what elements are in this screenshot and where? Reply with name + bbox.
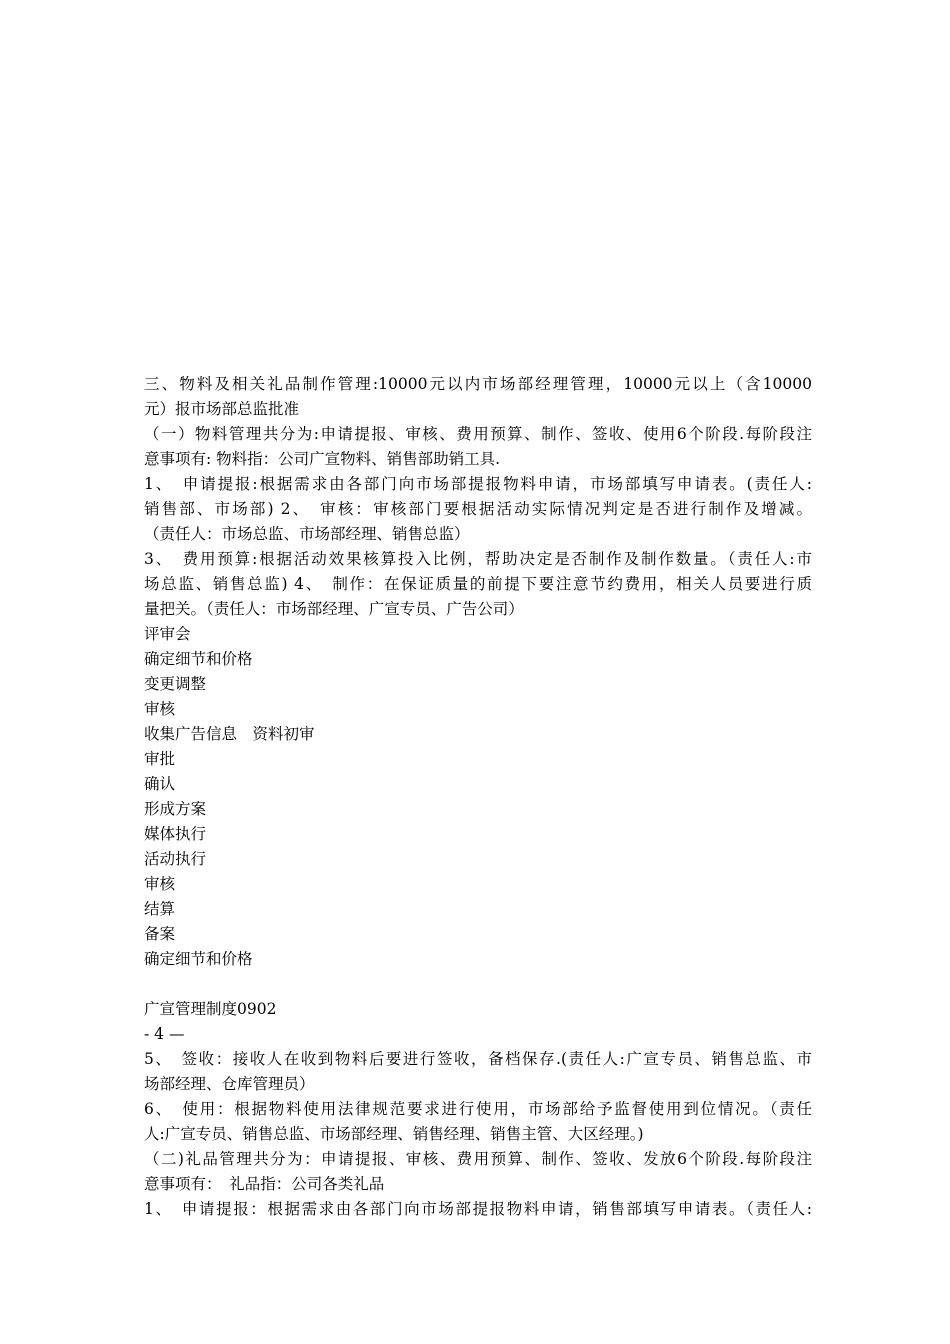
paragraph-line: 场总监、销售总监) 4、 制作：在保证质量的前提下要注意节约费用，相关人员要进行质 (144, 575, 812, 593)
paragraph-line: （责任人：市场总监、市场部经理、销售总监） (144, 525, 470, 543)
paragraph-line: 场部经理、仓库管理员） (144, 1075, 315, 1093)
blank-line (144, 972, 812, 997)
flow-step: 媒体执行 (144, 825, 207, 843)
flow-step: 确认 (144, 775, 176, 793)
flow-step: 审批 (144, 750, 176, 768)
paragraph-line: 1、 申请提报：根据需求由各部门向市场部提报物料申请，销售部填写申请表。（责任人: (144, 1200, 812, 1218)
section-heading-line-1: 三、物料及相关礼品制作管理:10000元以内市场部经理管理，10000元以上（含10000 (144, 375, 812, 393)
paragraph-line: 3、 费用预算:根据活动效果核算投入比例，帮助决定是否制作及制作数量。（责任人:市 (144, 550, 812, 568)
document-body (144, 372, 812, 1222)
flow-step: 收集广告信息 资料初审 (144, 725, 315, 743)
flow-step: 确定细节和价格 (144, 650, 253, 668)
flow-step: 变更调整 (144, 675, 207, 693)
page-number: - 4 — (144, 1025, 185, 1043)
paragraph-line: 1、 申请提报:根据需求由各部门向市场部提报物料申请，市场部填写申请表。(责任人: (144, 475, 812, 493)
paragraph-line: 意事项有： 礼品指：公司各类礼品 (144, 1175, 385, 1193)
paragraph-line: （一）物料管理共分为:申请提报、审核、费用预算、制作、签收、使用6个阶段.每阶段注 (144, 425, 812, 443)
paragraph-line: 6、 使用：根据物料使用法律规范要求进行使用，市场部给予监督使用到位情况。（责任 (144, 1100, 812, 1118)
flow-step: 结算 (144, 900, 176, 918)
paragraph-line: 量把关。（责任人：市场部经理、广宣专员、广告公司） (144, 600, 524, 618)
flow-step: 备案 (144, 925, 176, 943)
paragraph-line: 5、 签收：接收人在收到物料后要进行签收，备档保存.(责任人:广宣专员、销售总监、市 (144, 1050, 812, 1068)
flow-step: 确定细节和价格 (144, 950, 253, 968)
section-heading-line-2: 元）报市场部总监批准 (144, 400, 300, 418)
flow-step: 活动执行 (144, 850, 207, 868)
flow-step: 审核 (144, 875, 176, 893)
flow-step: 审核 (144, 700, 176, 718)
paragraph-line: 销售部、市场部) 2、 审核：审核部门要根据活动实际情况判定是否进行制作及增减。 (144, 500, 812, 518)
flow-step: 形成方案 (144, 800, 207, 818)
page-footer-title: 广宣管理制度0902 (144, 1000, 277, 1018)
paragraph-line: （二)礼品管理共分为：申请提报、审核、费用预算、制作、签收、发放6个阶段.每阶段注 (144, 1150, 812, 1168)
paragraph-line: 人:广宣专员、销售总监、市场部经理、销售经理、销售主管、大区经理。) (144, 1125, 644, 1143)
flow-step: 评审会 (144, 625, 191, 643)
paragraph-line: 意事项有: 物料指：公司广宣物料、销售部助销工具. (144, 450, 501, 468)
